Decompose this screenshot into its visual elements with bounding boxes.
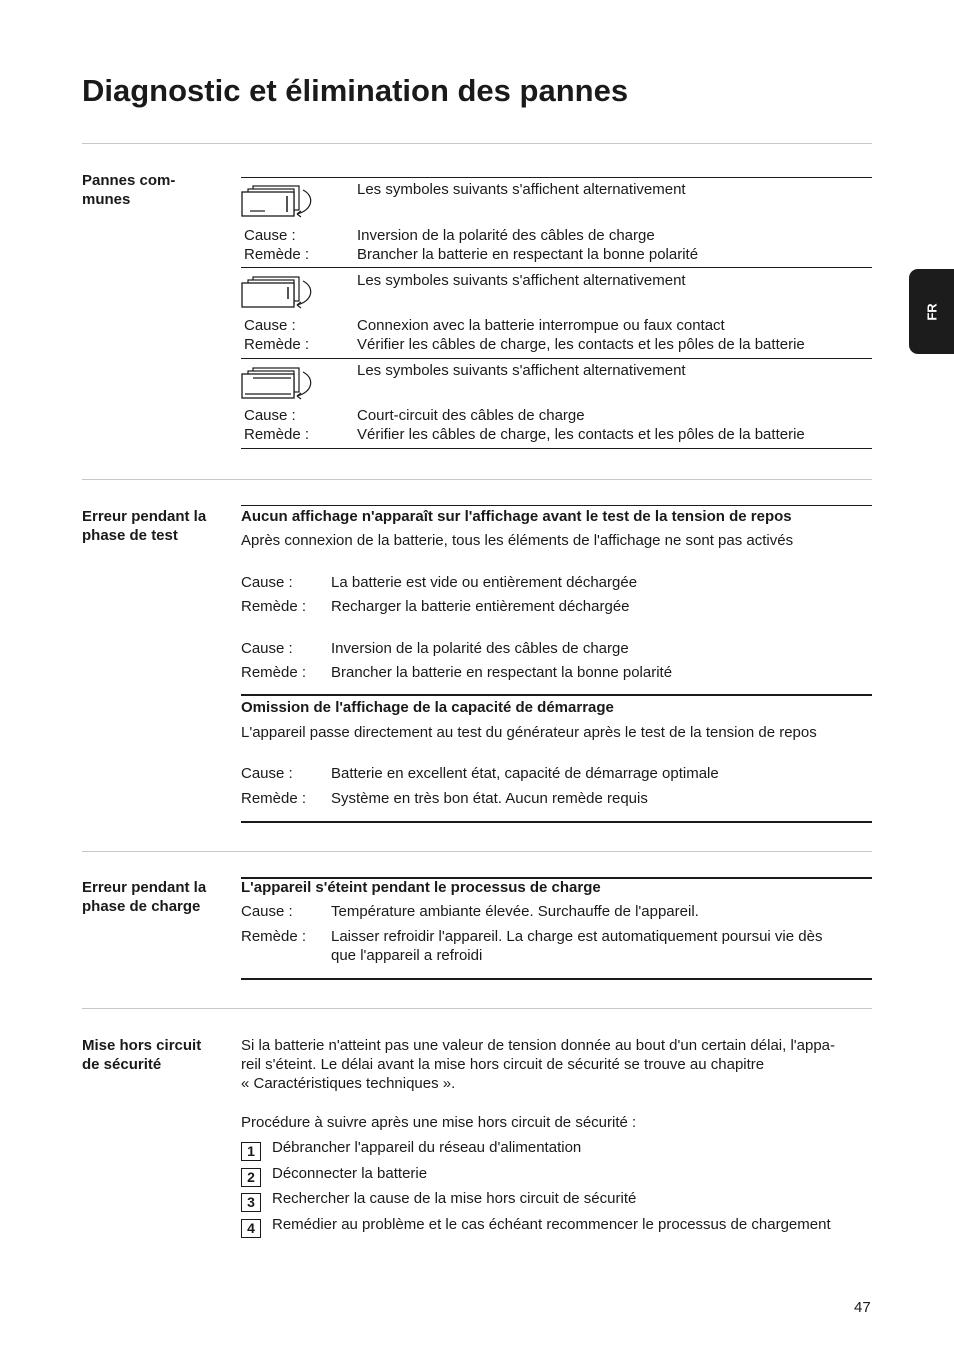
section-label-charge: Erreur pendant la phase de charge [82, 879, 207, 915]
paragraph-line: Si la batterie n'atteint pas une valeur de tension donnée au bout d'un certain délai, l'appa- [241, 1037, 836, 1054]
remedy-label: Remède : [241, 790, 307, 807]
paragraph-line: « Caractéristiques techniques ». [241, 1075, 456, 1092]
cause-label: Cause : [244, 227, 296, 244]
cause-text: Court-circuit des câbles de charge [357, 407, 585, 424]
language-tab [909, 269, 954, 354]
table-rule [241, 177, 872, 178]
block-description: L'appareil passe directement au test du générateur après le test de la tension de repos [241, 724, 817, 741]
language-tab-label: FR [924, 302, 939, 321]
cause-text: Inversion de la polarité des câbles de charge [357, 227, 655, 244]
paragraph-line: reil s'éteint. Le délai avant la mise hors circuit de sécurité se trouve au chapitre [241, 1056, 765, 1073]
remedy-text: Brancher la batterie en respectant la bonne polarité [331, 664, 673, 681]
step-text: Rechercher la cause de la mise hors circuit de sécurité [272, 1190, 637, 1207]
cause-label: Cause : [241, 574, 293, 591]
section-divider [82, 143, 872, 144]
step-number: 1 [241, 1142, 261, 1161]
remedy-label: Remède : [241, 928, 307, 945]
display-symbol-icon [241, 184, 317, 218]
block-heading: Omission de l'affichage de la capacité de démarrage [241, 699, 614, 716]
section-divider [82, 851, 872, 852]
symbols-text: Les symboles suivants s'affichent alternativement [357, 272, 686, 289]
remedy-text: Laisser refroidir l'appareil. La charge est automatiquement poursui vie dès [331, 928, 823, 945]
cause-text: Batterie en excellent état, capacité de démarrage optimale [331, 765, 719, 782]
section-divider [82, 1008, 872, 1009]
cause-text: Température ambiante élevée. Surchauffe de l'appareil. [331, 903, 699, 920]
page-number: 47 [854, 1299, 871, 1316]
section-label-common: Pannes com- munes [82, 172, 176, 208]
cause-text: Inversion de la polarité des câbles de charge [331, 640, 629, 657]
table-rule [241, 821, 872, 823]
step-text: Débrancher l'appareil du réseau d'alimentation [272, 1139, 582, 1156]
cause-label: Cause : [244, 407, 296, 424]
symbols-text: Les symboles suivants s'affichent alternativement [357, 362, 686, 379]
table-rule [241, 448, 872, 449]
table-rule [241, 358, 872, 359]
table-rule [241, 978, 872, 980]
table-rule [241, 694, 872, 696]
table-rule [241, 505, 872, 506]
step-number: 3 [241, 1193, 261, 1212]
remedy-text: Brancher la batterie en respectant la bonne polarité [357, 246, 699, 263]
display-symbol-icon [241, 366, 317, 400]
cause-label: Cause : [244, 317, 296, 334]
remedy-label: Remède : [244, 426, 310, 443]
remedy-text: Système en très bon état. Aucun remède requis [331, 790, 648, 807]
remedy-label: Remède : [244, 336, 310, 353]
section-label-safety: Mise hors circuit de sécurité [82, 1037, 202, 1073]
remedy-text: que l'appareil a refroidi [331, 947, 483, 964]
block-heading: Aucun affichage n'apparaît sur l'affichage avant le test de la tension de repos [241, 508, 792, 525]
remedy-text: Vérifier les câbles de charge, les contacts et les pôles de la batterie [357, 336, 805, 353]
procedure-intro: Procédure à suivre après une mise hors circuit de sécurité : [241, 1114, 637, 1131]
remedy-label: Remède : [244, 246, 310, 263]
section-label-test: Erreur pendant la phase de test [82, 508, 207, 544]
page-title: Diagnostic et élimination des pannes [82, 73, 629, 108]
display-symbol-icon [241, 275, 317, 309]
block-heading: L'appareil s'éteint pendant le processus de charge [241, 879, 601, 896]
section-divider [82, 479, 872, 480]
cause-label: Cause : [241, 765, 293, 782]
step-text: Déconnecter la batterie [272, 1165, 428, 1182]
symbols-text: Les symboles suivants s'affichent alternativement [357, 181, 686, 198]
remedy-text: Vérifier les câbles de charge, les contacts et les pôles de la batterie [357, 426, 805, 443]
cause-text: La batterie est vide ou entièrement déchargée [331, 574, 638, 591]
cause-label: Cause : [241, 640, 293, 657]
block-description: Après connexion de la batterie, tous les éléments de l'affichage ne sont pas activés [241, 532, 794, 549]
step-number: 2 [241, 1168, 261, 1187]
cause-text: Connexion avec la batterie interrompue ou faux contact [357, 317, 725, 334]
remedy-label: Remède : [241, 598, 307, 615]
remedy-label: Remède : [241, 664, 307, 681]
remedy-text: Recharger la batterie entièrement déchargée [331, 598, 630, 615]
cause-label: Cause : [241, 903, 293, 920]
step-number: 4 [241, 1219, 261, 1238]
table-rule [241, 267, 872, 268]
step-text: Remédier au problème et le cas échéant recommencer le processus de chargement [272, 1216, 831, 1233]
